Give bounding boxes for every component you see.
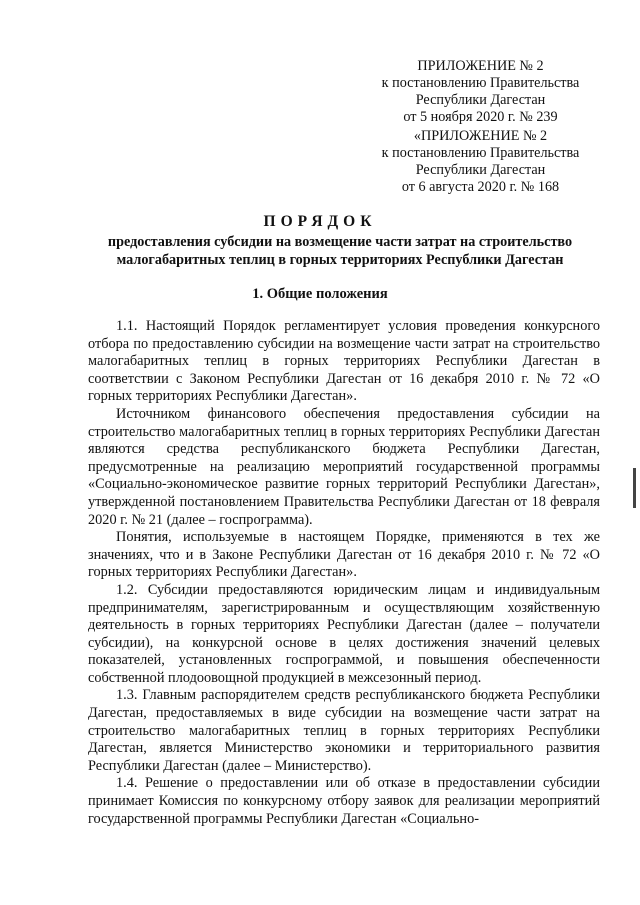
paragraph: 1.1. Настоящий Порядок регламентирует условия проведения конкурсного отбора по предоставлению субсидии на возмещение части затрат на строительство малогабаритных теплиц в горных территориях Республики Дагестан в соответствии с Законом Республики Дагестан от 16 декабря 2010 г. № 72 «О горных территориях Республики Дагестан». — [88, 318, 600, 405]
annex-number: «ПРИЛОЖЕНИЕ № 2 — [413, 128, 548, 144]
annex-republic: Республики Дагестан — [415, 92, 546, 108]
annex-resolution-ref: к постановлению Правительства — [381, 75, 580, 91]
annex-republic: Республики Дагестан — [415, 162, 546, 178]
section-heading: 1. Общие положения — [252, 286, 388, 302]
annex-date: от 5 ноября 2020 г. № 239 — [403, 109, 558, 125]
annex-number: ПРИЛОЖЕНИЕ № 2 — [417, 58, 544, 74]
paragraph: 1.4. Решение о предоставлении или об отказе в предоставлении субсидии принимает Комиссия по конкурсному отбору заявок для реализации мероприятий государственной программы Республики Дагестан «Социально- — [88, 775, 600, 827]
annex-resolution-ref: к постановлению Правительства — [381, 145, 580, 161]
scan-edge-mark — [633, 468, 636, 508]
document-body — [88, 318, 600, 828]
annex-date: от 6 августа 2020 г. № 168 — [401, 179, 560, 195]
document-subtitle: предоставления субсидии на возмещение части затрат на строительство малогабаритных теплиц в горных территориях Республики Дагестан — [107, 234, 573, 268]
annex-header-current — [368, 58, 593, 126]
paragraph: Источником финансового обеспечения предоставления субсидии на строительство малогабаритных теплиц в горных территориях Республики Дагестан являются средства республиканского бюджета Республики Дагестан, предусмотренные на реализацию мероприятий государственной программы «Социально-экономическое развитие горных территорий Республики Дагестан», утвержденной постановлением Правительства Республики Дагестан от 18 февраля 2020 г. № 21 (далее – госпрограмма). — [88, 405, 600, 528]
annex-header-previous — [368, 128, 593, 196]
document-title: ПОРЯДОК — [263, 213, 377, 230]
paragraph: 1.3. Главным распорядителем средств республиканского бюджета Республики Дагестан, предоставляемых в виде субсидии на возмещение части затрат на строительство малогабаритных теплиц в горных территориях Республики Дагестан, является Министерство экономики и территориального развития Республики Дагестан (далее – Министерство). — [88, 687, 600, 774]
paragraph: 1.2. Субсидии предоставляются юридическим лицам и индивидуальным предпринимателям, зарегистрированным и осуществляющим хозяйственную деятельность в горных территориях Республики Дагестан (далее – получатели субсидии), на конкурсной основе в целях достижения значений целевых показателей, установленных госпрограммой, и повышения обеспеченности собственной плодоовощной продукцией в межсезонный период. — [88, 581, 600, 686]
paragraph: Понятия, используемые в настоящем Порядке, применяются в тех же значениях, что и в Законе Республики Дагестан от 16 декабря 2010 г. № 72 «О горных территориях Республики Дагестан». — [88, 529, 600, 581]
